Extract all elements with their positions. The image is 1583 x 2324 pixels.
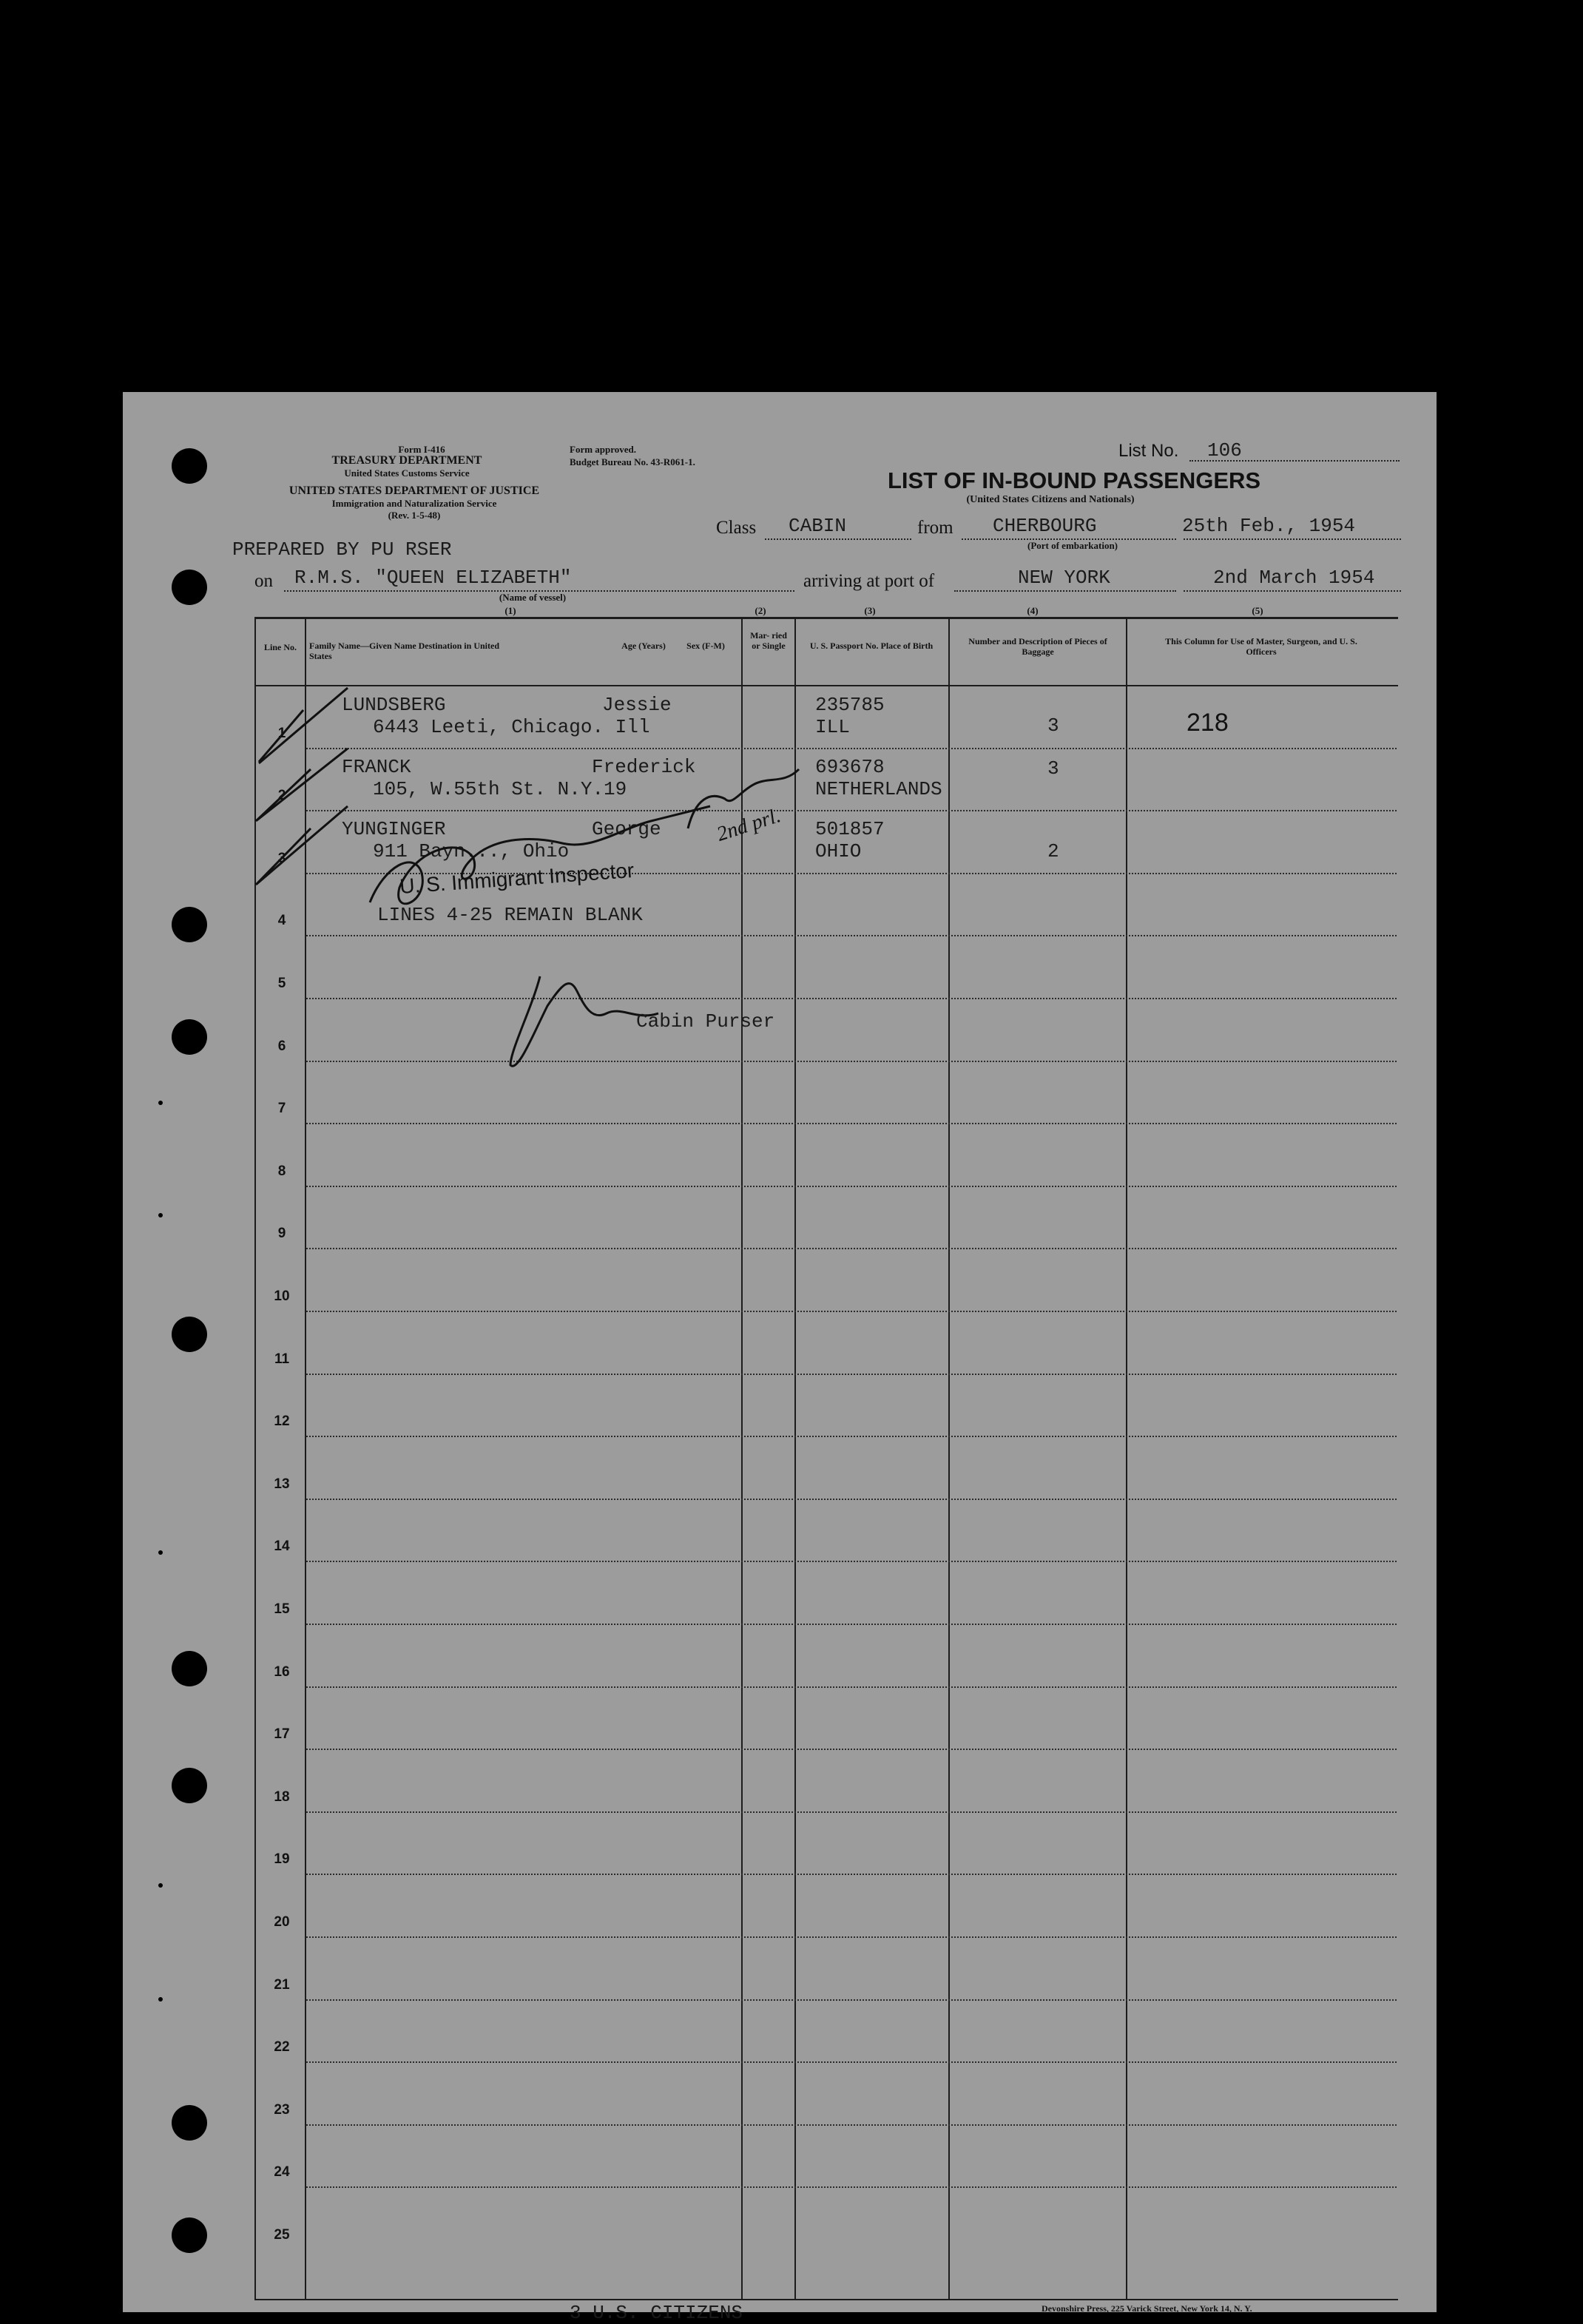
passenger-2-baggage: 3 [1047,757,1059,780]
arriving-label: arriving at port of [803,571,935,591]
treasury-dept: TREASURY DEPARTMENT [331,454,482,467]
line-number: 8 [277,1163,286,1179]
form-title: LIST OF IN-BOUND PASSENGERS [888,467,1261,493]
col-number-3: (3) [864,605,876,616]
line-number: 10 [274,1288,290,1304]
form-subtitle: (United States Citizens and Nationals) [966,494,1135,505]
line-number: 18 [274,1789,290,1805]
line-number: 11 [274,1351,290,1367]
line-number: 23 [274,2102,290,2118]
inspector-label: U. S. Immigrant Inspector [399,858,635,899]
citizens-count: 3 U.S. CITIZENS [570,2302,743,2324]
class-label: Class [716,518,757,538]
col-number-5: (5) [1252,605,1263,616]
from-label: from [917,518,953,538]
header-line-no: Line No. [263,642,297,652]
passenger-3-given: George [592,818,661,840]
purser-label: Cabin Purser [636,1010,775,1033]
customs-service: United States Customs Service [344,467,470,479]
passenger-1-family: LUNDSBERG [342,694,446,716]
col-number-4: (4) [1027,605,1039,616]
form-number: Form I-416 [398,444,445,455]
port-embark-label: (Port of embarkation) [1027,540,1118,551]
line-number: 7 [277,1101,286,1116]
line-number: 21 [274,1977,290,1993]
vessel-label: (Name of vessel) [499,592,567,603]
line-number: 9 [277,1226,286,1241]
passenger-1-baggage: 3 [1047,715,1059,737]
line-number: 2 [277,788,286,803]
passenger-1-birth: ILL [815,716,850,738]
budget-bureau: Budget Bureau No. 43-R061-1. [570,456,695,467]
passenger-3-passport: 501857 [815,818,885,840]
line-number: 24 [274,2164,290,2180]
justice-dept: UNITED STATES DEPARTMENT OF JUSTICE [288,484,540,497]
col-number-1: (1) [504,605,516,616]
line-number: 15 [274,1601,290,1617]
arrival-date: 2nd March 1954 [1213,567,1375,589]
form-approved: Form approved. [570,444,637,455]
line-number: 6 [277,1038,286,1054]
list-no-label: List No. [1118,441,1179,461]
line-number: 3 [277,851,286,866]
line-number: 12 [274,1413,290,1429]
line-number: 13 [274,1476,290,1492]
stamp-note: 2nd prl. [714,804,784,846]
remain-blank-note: LINES 4-25 REMAIN BLANK [377,904,643,926]
line-number: 1 [277,726,286,741]
line-number: 20 [274,1914,290,1930]
list-no-value: 106 [1207,439,1242,462]
printer-note: Devonshire Press, 225 Varick Street, New York 14, N. Y. [1042,2303,1252,2314]
arrival-port: NEW YORK [1018,567,1110,589]
header-sex: Sex (F-M) [686,641,725,651]
header-passport: U. S. Passport No. Place of Birth [809,641,934,651]
passenger-2-birth: NETHERLANDS [815,778,942,800]
line-number: 19 [274,1851,290,1867]
passenger-3-baggage: 2 [1047,840,1059,862]
header-baggage: Number and Description of Pieces of Baggage [968,636,1107,657]
passenger-3-address: 911 Bayn..., Ohio [373,840,570,862]
passenger-3-birth: OHIO [815,840,862,862]
passenger-2-family: FRANCK [342,756,411,778]
line-number: 16 [274,1664,290,1680]
line-number: 5 [277,976,286,991]
line-number: 25 [274,2227,290,2243]
passenger-1-address: 6443 Leeti, Chicago. Ill [373,716,650,738]
line-number: 22 [274,2039,290,2055]
passenger-2-given: Frederick [592,756,696,778]
passenger-3-family: YUNGINGER [342,818,446,840]
immigration-service: Immigration and Naturalization Service [331,498,497,509]
passenger-2-passport: 693678 [815,756,885,778]
line-number: 17 [274,1726,290,1742]
prepared-by: PREPARED BY PU RSER [232,538,452,561]
header-married: Mar- ried or Single [750,630,787,651]
date-embark: 25th Feb., 1954 [1182,515,1356,537]
passenger-1-officer-note: 218 [1187,709,1229,737]
col-number-2: (2) [755,605,766,616]
vessel-name: R.M.S. "QUEEN ELIZABETH" [294,567,572,589]
passenger-1-given: Jessie [602,694,672,716]
class-value: CABIN [789,515,847,537]
header-age: Age (Years) [621,641,666,651]
passenger-1-passport: 235785 [815,694,885,716]
header-officers: This Column for Use of Master, Surgeon, and U. S. Officers [1165,636,1357,657]
from-value: CHERBOURG [993,515,1097,537]
line-number: 4 [277,913,286,928]
on-label: on [254,571,273,591]
passenger-2-address: 105, W.55th St. N.Y.19 [373,778,627,800]
header-name: Family Name—Given Name Destination in United States [309,641,499,661]
line-number: 14 [274,1538,290,1554]
revision: (Rev. 1-5-48) [388,510,441,521]
